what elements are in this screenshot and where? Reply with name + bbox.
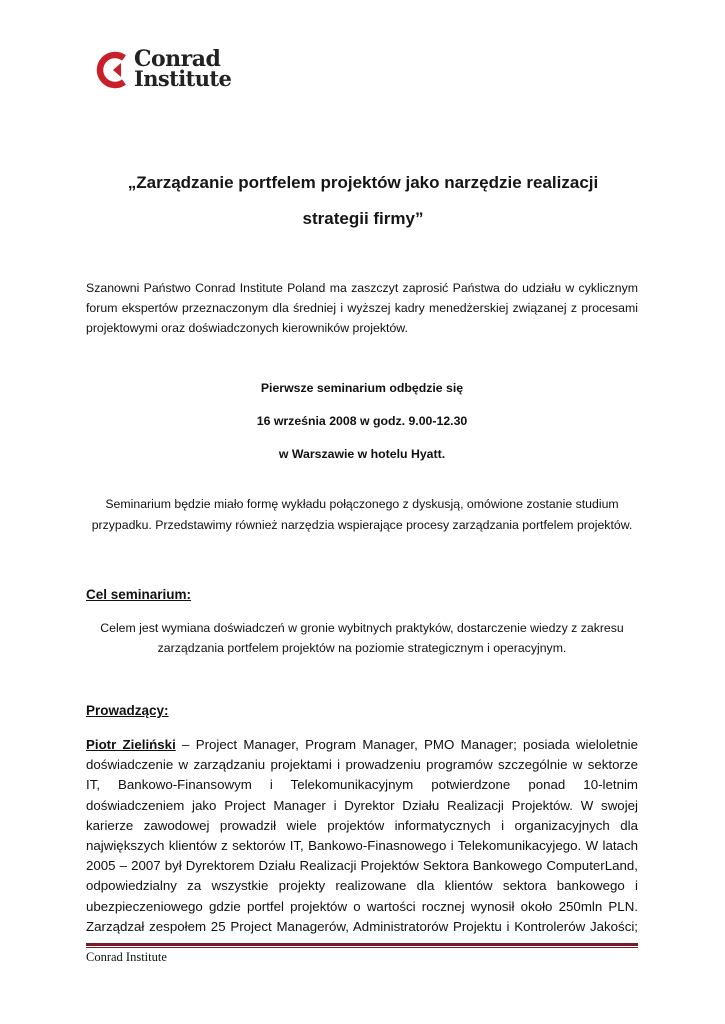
presenter-heading: Prowadzący: — [86, 703, 169, 718]
presenter-bio — [86, 735, 638, 937]
goal-line-1: Celem jest wymiana doświadczeń w gronie wybitnych praktyków, dostarczenie wiedzy z zakresu — [100, 621, 624, 635]
intro-paragraph: Szanowni Państwo Conrad Institute Poland ma zaszczyt zaprosić Państwa do udziału w cyklicznym forum ekspertów przeznaczonym dla średniej i wyższej kadry menedżerskiej związanej z procesami projektowymi oraz doświadczonych kierowników projektów. — [86, 281, 638, 335]
bio-line: ubezpieczeniowego gdzie portfel projektów o wartości rocznej wynosił około 250mln PLN. — [86, 898, 638, 914]
document-title-line-1: „Zarządzanie portfelem projektów jako narzędzie realizacji — [127, 173, 599, 192]
goal-heading: Cel seminarium: — [86, 587, 192, 602]
logo-wordmark — [134, 46, 232, 91]
bio-line: IT, Bankowo-Finansowym i Telekomunikacyjnym potwierdzone ponad 10-letnim — [86, 777, 638, 793]
event-line-1: Pierwsze seminarium odbędzie się — [260, 381, 464, 395]
logo-line-1: Conrad — [134, 46, 221, 72]
bio-line — [86, 735, 638, 755]
document-title-line-2: strategii firmy” — [302, 209, 424, 228]
logo-c-mark-icon — [96, 50, 132, 90]
bio-line: doświadczeniem jako Project Manager i Dyrektor Działu Realizacji Projektów. W swojej — [86, 797, 638, 813]
footer-rule — [86, 943, 638, 946]
footer-rule-thin — [86, 947, 638, 948]
conrad-institute-logo — [96, 46, 236, 96]
bio-line: doświadczenie w zarządzaniu projektami i prowadzeniu programów szczególnie w sektorze — [86, 757, 638, 773]
format-line-2: przypadku. Przedstawimy również narzędzia wspierające procesy zarządzania portfelem projektów. — [91, 518, 633, 532]
goal-line-2: zarządzania portfelem projektów na poziomie strategicznym i operacyjnym. — [157, 641, 567, 655]
format-line-1: Seminarium będzie miało formę wykładu połączonego z dyskusją, omówione zostanie studium — [105, 497, 619, 511]
footer-text: Conrad Institute — [86, 950, 167, 964]
bio-line: Zarządzał zespołem 25 Project Managerów, Administratorów Projektu i Kontrolerów Jakości; — [86, 918, 638, 934]
bio-line-text: – Project Manager, Program Manager, PMO Manager; posiada wieloletnie — [175, 737, 638, 752]
event-date: 16 września 2008 w godz. 9.00-12.30 — [256, 414, 468, 428]
bio-line: 2005 – 2007 był Dyrektorem Działu Realizacji Projektów Sektora Bankowego ComputerLand, — [86, 858, 638, 874]
bio-line: odpowiedzialny za wszystkie projekty realizowane dla klientów sektora bankowego i — [86, 878, 638, 894]
presenter-name: Piotr Zieliński — [86, 737, 176, 752]
bio-line: karierze zawodowej prowadził wiele projektów informatycznych i organizacyjnych dla — [86, 817, 638, 833]
logo-line-2: Institute — [134, 66, 232, 91]
event-venue: w Warszawie w hotelu Hyatt. — [278, 447, 446, 461]
bio-line: największych klientów z sektorów IT, Bankowo-Finasnowego i Telekomunikacyjego. W latach — [86, 838, 638, 854]
